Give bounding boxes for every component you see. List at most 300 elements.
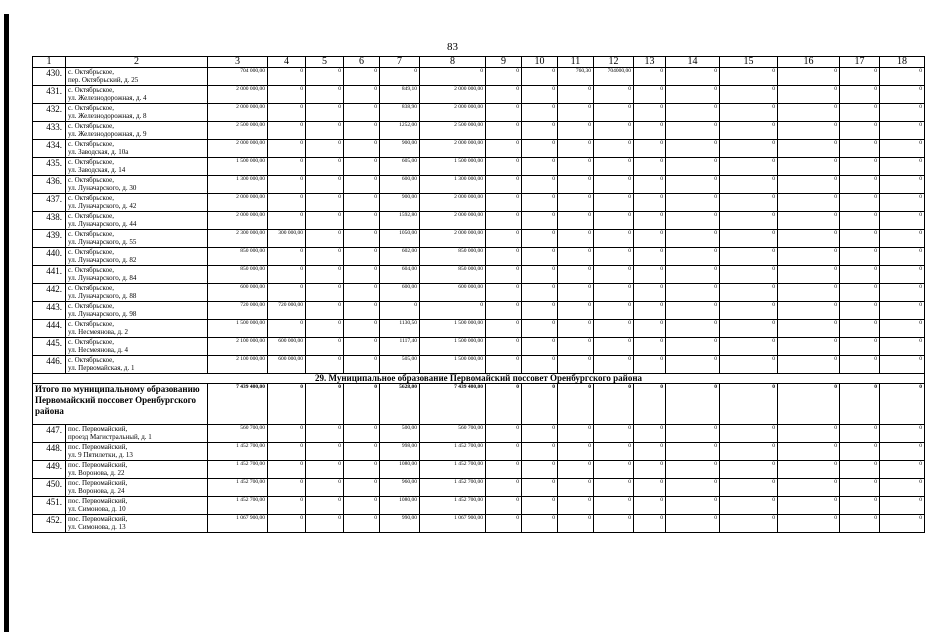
value-cell: 0	[306, 497, 344, 515]
address-street: ул. Первомайская, д. 1	[68, 364, 135, 372]
value-cell: 0	[306, 86, 344, 104]
value-cell: 0	[486, 425, 522, 443]
value-cell: 0	[486, 176, 522, 194]
value-cell: 0	[634, 479, 666, 497]
value-cell: 0	[840, 515, 880, 533]
value-cell: 0	[840, 140, 880, 158]
total-value-cell: 7 439 400,00	[208, 384, 268, 425]
value-cell: 0	[522, 356, 558, 374]
value-cell: 1050,00	[380, 230, 420, 248]
value-cell: 760,30	[558, 68, 594, 86]
column-number: 15	[720, 57, 778, 68]
value-cell: 1 452 700,00	[208, 443, 268, 461]
address-cell	[66, 266, 208, 284]
value-cell: 0	[344, 158, 380, 176]
value-cell: 0	[344, 461, 380, 479]
value-cell: 2 000 000,00	[208, 194, 268, 212]
value-cell: 0	[420, 302, 486, 320]
value-cell: 0	[634, 515, 666, 533]
row-number: 430.	[33, 68, 66, 86]
value-cell: 0	[634, 443, 666, 461]
value-cell: 0	[306, 158, 344, 176]
total-value-cell: 0	[778, 384, 840, 425]
value-cell: 2 000 000,00	[420, 86, 486, 104]
value-cell: 0	[558, 284, 594, 302]
column-number: 16	[778, 57, 840, 68]
value-cell: 1117,40	[380, 338, 420, 356]
value-cell: 1 500 000,00	[420, 158, 486, 176]
address-locality: с. Октябрьское,	[68, 266, 115, 274]
address-locality: с. Октябрьское,	[68, 320, 115, 328]
value-cell: 900,00	[380, 194, 420, 212]
value-cell: 0	[880, 212, 925, 230]
value-cell: 0	[344, 230, 380, 248]
value-cell: 2 100 000,00	[208, 356, 268, 374]
value-cell: 0	[666, 356, 720, 374]
value-cell: 0	[522, 443, 558, 461]
value-cell: 0	[268, 140, 306, 158]
value-cell: 0	[268, 86, 306, 104]
value-cell: 0	[486, 443, 522, 461]
value-cell: 0	[522, 302, 558, 320]
value-cell: 0	[344, 302, 380, 320]
value-cell: 0	[558, 425, 594, 443]
value-cell: 2 300 000,00	[208, 230, 268, 248]
address-street: ул. Луначарского, д. 88	[68, 292, 137, 300]
value-cell: 850 000,00	[208, 266, 268, 284]
value-cell: 0	[486, 497, 522, 515]
value-cell: 0	[778, 212, 840, 230]
address-street: ул. Луначарского, д. 55	[68, 238, 137, 246]
value-cell: 0	[880, 230, 925, 248]
value-cell: 720 000,00	[268, 302, 306, 320]
value-cell: 0	[594, 248, 634, 266]
address-locality: с. Октябрьское,	[68, 248, 115, 256]
value-cell: 0	[268, 104, 306, 122]
value-cell: 0	[306, 194, 344, 212]
value-cell: 0	[666, 86, 720, 104]
value-cell: 0	[522, 86, 558, 104]
value-cell: 0	[880, 266, 925, 284]
value-cell: 0	[558, 497, 594, 515]
address-street: ул. Железнодорожная, д. 9	[68, 130, 147, 138]
value-cell: 0	[778, 104, 840, 122]
column-number: 8	[420, 57, 486, 68]
table-row	[33, 356, 925, 374]
value-cell: 0	[558, 194, 594, 212]
value-cell: 0	[558, 176, 594, 194]
value-cell: 600,00	[380, 284, 420, 302]
table-row	[33, 284, 925, 302]
address-cell	[66, 302, 208, 320]
value-cell: 0	[558, 479, 594, 497]
value-cell: 849,10	[380, 86, 420, 104]
value-cell: 0	[306, 104, 344, 122]
column-number: 6	[344, 57, 380, 68]
value-cell: 0	[594, 176, 634, 194]
address-cell	[66, 425, 208, 443]
value-cell: 838,90	[380, 104, 420, 122]
value-cell: 560 700,00	[208, 425, 268, 443]
value-cell: 0	[522, 140, 558, 158]
column-number: 18	[880, 57, 925, 68]
value-cell: 0	[268, 443, 306, 461]
value-cell: 0	[720, 194, 778, 212]
value-cell: 0	[634, 104, 666, 122]
column-number: 12	[594, 57, 634, 68]
value-cell: 0	[306, 338, 344, 356]
table-row	[33, 515, 925, 533]
value-cell: 0	[558, 140, 594, 158]
value-cell: 0	[486, 104, 522, 122]
value-cell: 0	[306, 425, 344, 443]
value-cell: 604,00	[380, 266, 420, 284]
section-row	[33, 374, 925, 384]
value-cell: 0	[720, 158, 778, 176]
total-value-cell: 0	[558, 384, 594, 425]
row-number: 435.	[33, 158, 66, 176]
value-cell: 0	[720, 212, 778, 230]
value-cell: 0	[306, 515, 344, 533]
value-cell: 2 500 000,00	[420, 122, 486, 140]
value-cell: 850 000,00	[420, 266, 486, 284]
value-cell: 0	[344, 266, 380, 284]
value-cell: 1080,00	[380, 497, 420, 515]
value-cell: 0	[558, 302, 594, 320]
value-cell: 0	[558, 320, 594, 338]
column-number: 2	[66, 57, 208, 68]
value-cell: 600 000,00	[208, 284, 268, 302]
value-cell: 0	[778, 248, 840, 266]
value-cell: 0	[666, 266, 720, 284]
value-cell: 0	[380, 68, 420, 86]
column-number: 7	[380, 57, 420, 68]
value-cell: 0	[268, 284, 306, 302]
column-number: 10	[522, 57, 558, 68]
table-row	[33, 338, 925, 356]
value-cell: 0	[840, 176, 880, 194]
value-cell: 0	[840, 212, 880, 230]
value-cell: 0	[594, 230, 634, 248]
value-cell: 0	[522, 515, 558, 533]
value-cell: 0	[720, 176, 778, 194]
value-cell: 0	[778, 515, 840, 533]
address-street: ул. Луначарского, д. 44	[68, 220, 137, 228]
column-number: 1	[33, 57, 66, 68]
value-cell: 0	[720, 515, 778, 533]
value-cell: 0	[634, 266, 666, 284]
value-cell: 0	[486, 302, 522, 320]
value-cell: 0	[486, 284, 522, 302]
value-cell: 0	[634, 68, 666, 86]
value-cell: 0	[486, 158, 522, 176]
row-number: 431.	[33, 86, 66, 104]
value-cell: 0	[720, 284, 778, 302]
total-value-cell: 0	[880, 384, 925, 425]
value-cell: 2 100 000,00	[208, 338, 268, 356]
value-cell: 0	[778, 158, 840, 176]
value-cell: 0	[558, 158, 594, 176]
value-cell: 0	[558, 248, 594, 266]
value-cell: 0	[420, 68, 486, 86]
value-cell: 960,00	[380, 479, 420, 497]
value-cell: 0	[840, 230, 880, 248]
value-cell: 0	[594, 302, 634, 320]
value-cell: 1 452 700,00	[420, 479, 486, 497]
value-cell: 0	[666, 320, 720, 338]
value-cell: 0	[880, 176, 925, 194]
value-cell: 0	[666, 302, 720, 320]
value-cell: 0	[268, 248, 306, 266]
value-cell: 0	[594, 86, 634, 104]
table-row	[33, 266, 925, 284]
total-value-cell: 0	[486, 384, 522, 425]
value-cell: 600 000,00	[268, 338, 306, 356]
address-cell	[66, 230, 208, 248]
value-cell: 0	[720, 479, 778, 497]
value-cell: 0	[778, 356, 840, 374]
address-locality: с. Октябрьское,	[68, 338, 115, 346]
value-cell: 1 500 000,00	[420, 320, 486, 338]
value-cell: 0	[522, 104, 558, 122]
value-cell: 0	[522, 338, 558, 356]
value-cell: 0	[840, 284, 880, 302]
value-cell: 0	[666, 515, 720, 533]
value-cell: 0	[268, 479, 306, 497]
column-number-header	[33, 57, 925, 68]
value-cell: 0	[306, 176, 344, 194]
value-cell: 0	[634, 248, 666, 266]
value-cell: 990,00	[380, 515, 420, 533]
table-row	[33, 122, 925, 140]
value-cell: 0	[558, 230, 594, 248]
value-cell: 0	[720, 425, 778, 443]
table-row	[33, 479, 925, 497]
table-row	[33, 320, 925, 338]
value-cell: 1 067 900,00	[420, 515, 486, 533]
address-cell	[66, 338, 208, 356]
row-number: 438.	[33, 212, 66, 230]
value-cell: 0	[880, 302, 925, 320]
address-cell	[66, 86, 208, 104]
address-cell	[66, 68, 208, 86]
value-cell: 0	[840, 194, 880, 212]
value-cell: 2 000 000,00	[420, 212, 486, 230]
table-row	[33, 68, 925, 86]
value-cell: 600 000,00	[268, 356, 306, 374]
value-cell: 1 452 700,00	[208, 497, 268, 515]
address-street: ул. Несмеянова, д. 2	[68, 328, 129, 336]
value-cell: 0	[268, 68, 306, 86]
address-cell	[66, 104, 208, 122]
value-cell: 0	[778, 230, 840, 248]
value-cell: 0	[558, 443, 594, 461]
value-cell: 0	[840, 461, 880, 479]
value-cell: 0	[486, 212, 522, 230]
row-number: 445.	[33, 338, 66, 356]
value-cell: 0	[558, 266, 594, 284]
value-cell: 0	[344, 176, 380, 194]
value-cell: 0	[666, 230, 720, 248]
address-locality: с. Октябрьское,	[68, 212, 115, 220]
value-cell: 0	[840, 302, 880, 320]
value-cell: 2 500 000,00	[208, 122, 268, 140]
address-locality: с. Октябрьское,	[68, 230, 115, 238]
value-cell: 998,00	[380, 443, 420, 461]
address-street: ул. Луначарского, д. 84	[68, 274, 137, 282]
address-cell	[66, 320, 208, 338]
value-cell: 0	[486, 479, 522, 497]
value-cell: 0	[778, 266, 840, 284]
value-cell: 0	[840, 248, 880, 266]
value-cell: 2 000 000,00	[420, 104, 486, 122]
table-row	[33, 443, 925, 461]
value-cell: 0	[306, 68, 344, 86]
value-cell: 0	[306, 356, 344, 374]
value-cell: 0	[634, 284, 666, 302]
address-locality: с. Октябрьское,	[68, 194, 115, 202]
table-row	[33, 302, 925, 320]
value-cell: 0	[880, 284, 925, 302]
value-cell: 600,00	[380, 176, 420, 194]
address-cell	[66, 248, 208, 266]
value-cell: 0	[720, 356, 778, 374]
value-cell: 0	[594, 212, 634, 230]
table-row	[33, 212, 925, 230]
address-cell	[66, 443, 208, 461]
value-cell: 0	[634, 338, 666, 356]
value-cell: 720 000,00	[208, 302, 268, 320]
value-cell: 0	[778, 284, 840, 302]
total-value-cell: 0	[720, 384, 778, 425]
value-cell: 0	[880, 68, 925, 86]
value-cell: 0	[344, 515, 380, 533]
value-cell: 704000,00	[594, 68, 634, 86]
value-cell: 0	[594, 194, 634, 212]
value-cell: 0	[486, 515, 522, 533]
total-value-cell: 5628,00	[380, 384, 420, 425]
row-number: 439.	[33, 230, 66, 248]
value-cell: 0	[344, 104, 380, 122]
address-locality: пос. Первомайский,	[68, 425, 128, 433]
value-cell: 0	[666, 140, 720, 158]
value-cell: 0	[666, 338, 720, 356]
table-body	[33, 57, 925, 533]
value-cell: 0	[880, 158, 925, 176]
address-cell	[66, 284, 208, 302]
table-row	[33, 194, 925, 212]
total-value-cell: 0	[666, 384, 720, 425]
value-cell: 0	[720, 68, 778, 86]
value-cell: 0	[268, 461, 306, 479]
value-cell: 0	[778, 338, 840, 356]
value-cell: 0	[840, 356, 880, 374]
address-street: ул. Симонова, д. 13	[68, 523, 126, 531]
value-cell: 0	[306, 320, 344, 338]
value-cell: 0	[594, 443, 634, 461]
address-locality: с. Октябрьское,	[68, 302, 115, 310]
value-cell: 0	[634, 320, 666, 338]
address-street: проезд Магистральный, д. 1	[68, 433, 152, 441]
address-street: ул. Луначарского, д. 82	[68, 256, 137, 264]
value-cell: 0	[840, 479, 880, 497]
value-cell: 0	[880, 122, 925, 140]
value-cell: 0	[486, 68, 522, 86]
value-cell: 0	[558, 356, 594, 374]
table-row	[33, 230, 925, 248]
row-number: 448.	[33, 443, 66, 461]
table-row	[33, 158, 925, 176]
value-cell: 0	[380, 302, 420, 320]
value-cell: 0	[634, 158, 666, 176]
value-cell: 0	[268, 212, 306, 230]
value-cell: 0	[634, 425, 666, 443]
row-number: 440.	[33, 248, 66, 266]
value-cell: 0	[594, 515, 634, 533]
value-cell: 0	[634, 176, 666, 194]
row-number: 432.	[33, 104, 66, 122]
row-number: 444.	[33, 320, 66, 338]
value-cell: 0	[594, 461, 634, 479]
value-cell: 2 000 000,00	[420, 194, 486, 212]
table-row	[33, 425, 925, 443]
value-cell: 500,00	[380, 425, 420, 443]
address-locality: с. Октябрьское,	[68, 68, 115, 76]
value-cell: 0	[880, 86, 925, 104]
value-cell: 1 500 000,00	[420, 338, 486, 356]
value-cell: 0	[522, 284, 558, 302]
value-cell: 0	[778, 461, 840, 479]
value-cell: 0	[344, 68, 380, 86]
address-cell	[66, 212, 208, 230]
row-number: 437.	[33, 194, 66, 212]
row-number: 443.	[33, 302, 66, 320]
value-cell: 2 000 000,00	[420, 230, 486, 248]
value-cell: 0	[522, 158, 558, 176]
value-cell: 0	[306, 266, 344, 284]
value-cell: 0	[558, 86, 594, 104]
value-cell: 0	[720, 230, 778, 248]
address-street: ул. Луначарского, д. 42	[68, 202, 137, 210]
value-cell: 0	[306, 140, 344, 158]
value-cell: 0	[840, 425, 880, 443]
value-cell: 0	[880, 140, 925, 158]
address-cell	[66, 140, 208, 158]
value-cell: 0	[634, 86, 666, 104]
value-cell: 0	[840, 443, 880, 461]
value-cell: 0	[594, 479, 634, 497]
address-locality: с. Октябрьское,	[68, 104, 115, 112]
value-cell: 0	[344, 338, 380, 356]
value-cell: 0	[634, 230, 666, 248]
address-street: пер. Октябрьский, д. 25	[68, 76, 139, 84]
value-cell: 0	[558, 122, 594, 140]
value-cell: 850 000,00	[420, 248, 486, 266]
value-cell: 0	[666, 425, 720, 443]
value-cell: 0	[880, 356, 925, 374]
value-cell: 0	[486, 461, 522, 479]
value-cell: 0	[268, 515, 306, 533]
value-cell: 0	[344, 425, 380, 443]
value-cell: 0	[486, 338, 522, 356]
total-value-cell: 0	[268, 384, 306, 425]
value-cell: 0	[522, 266, 558, 284]
address-street: ул. Железнодорожная, д. 8	[68, 112, 147, 120]
row-number: 446.	[33, 356, 66, 374]
value-cell: 0	[666, 479, 720, 497]
column-number: 14	[666, 57, 720, 68]
value-cell: 605,00	[380, 158, 420, 176]
